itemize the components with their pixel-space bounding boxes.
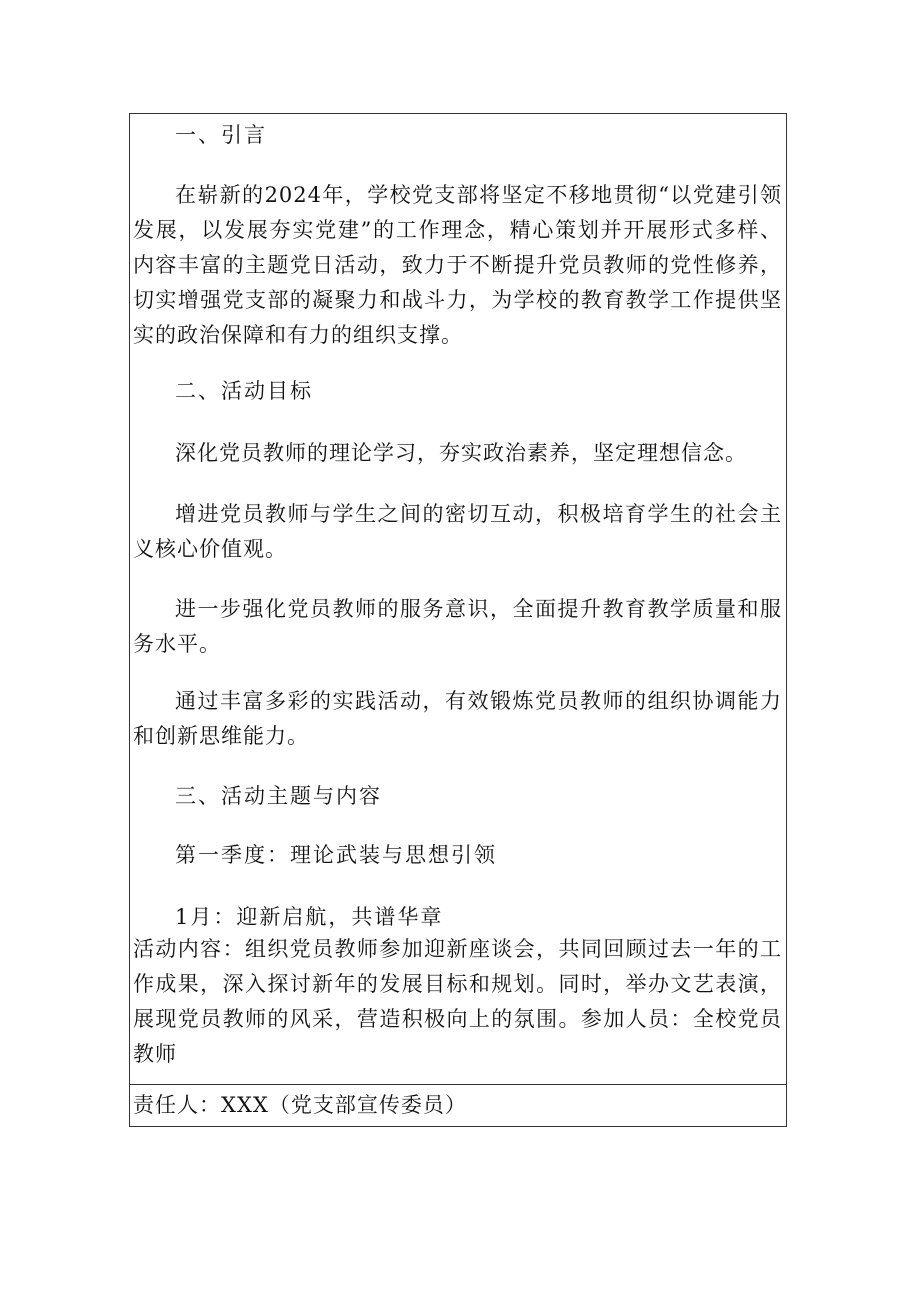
section3-heading: 三、活动主题与内容	[175, 784, 382, 808]
intro-paragraph: 在崭新的2024年，学校党支部将坚定不移地贯彻“以党建引领发展，以发展夯实党建”的工作理念，精心策划并开展形式多样、内容丰富的主题党日活动，致力于不断提升党员教师的党性修养，切实增强党支部的凝聚力和战斗力，为学校的教育教学工作提供坚实的政治保障和有力的组织支撑。	[133, 183, 782, 347]
quarter1-title: 第一季度：理论武装与思想引领	[175, 843, 497, 867]
january-title: 1月：迎新启航，共谱华章	[175, 905, 444, 929]
goal-item: 深化党员教师的理论学习，夯实政治素养，坚定理想信念。	[175, 441, 747, 465]
january-content: 活动内容：组织党员教师参加迎新座谈会，共同回顾过去一年的工作成果，深入探讨新年的发展目标和规划。同时，举办文艺表演，展现党员教师的风采，营造积极向上的氛围。参加人员：全校党员教师	[133, 937, 782, 1066]
section2-heading: 二、活动目标	[175, 379, 313, 403]
responsible-person: 责任人：XXX（党支部宣传委员）	[133, 1093, 467, 1117]
goal-item: 增进党员教师与学生之间的密切互动，积极培育学生的社会主义核心价值观。	[133, 502, 782, 561]
table-divider	[130, 1084, 786, 1085]
goal-item: 进一步强化党员教师的服务意识，全面提升教育教学质量和服务水平。	[133, 597, 782, 656]
document-table	[129, 113, 787, 1127]
section1-heading: 一、引言	[175, 123, 267, 147]
goal-item: 通过丰富多彩的实践活动，有效锻炼党员教师的组织协调能力和创新思维能力。	[133, 689, 782, 748]
